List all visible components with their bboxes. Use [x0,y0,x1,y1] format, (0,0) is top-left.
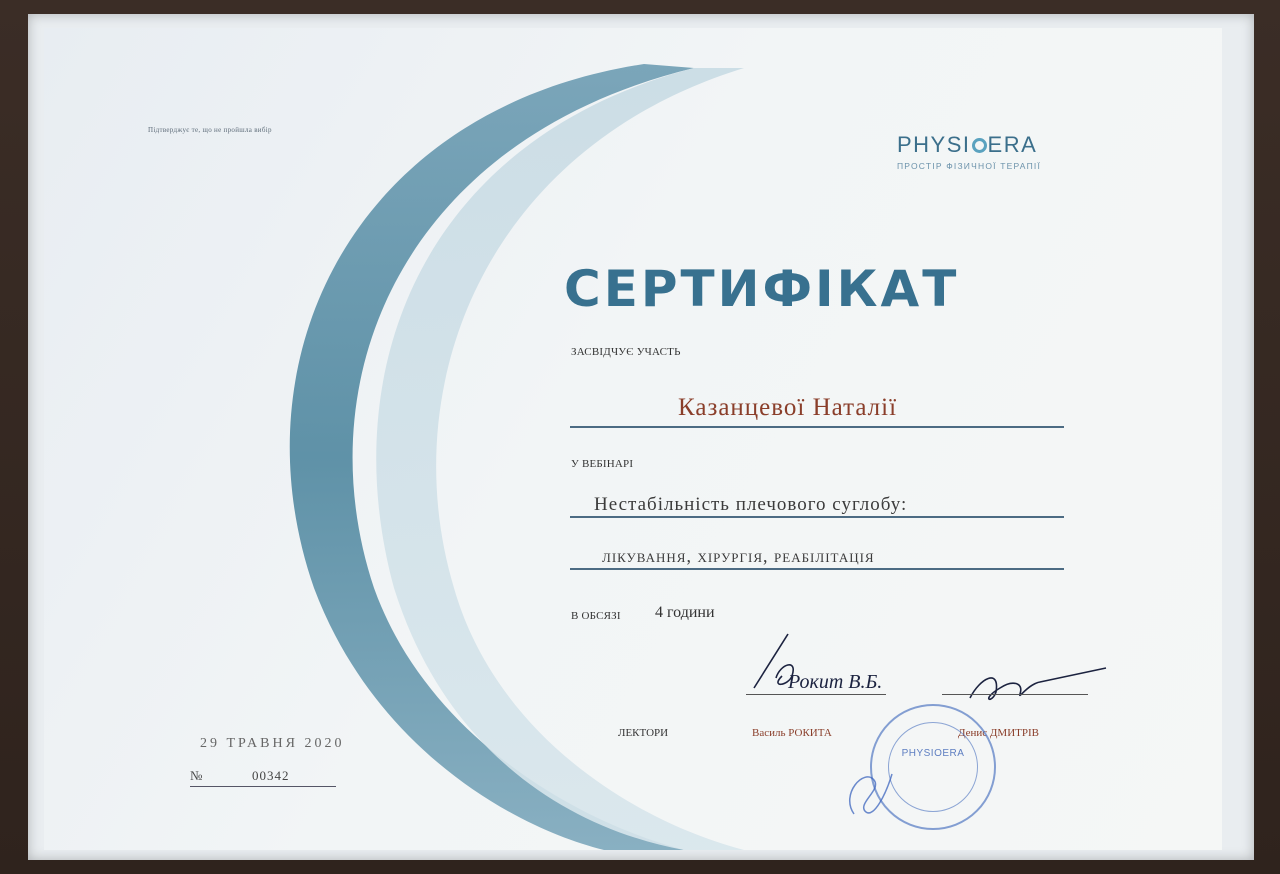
attests-label: ЗАСВІДЧУЄ УЧАСТЬ [571,346,681,358]
certificate-number: 00342 [252,768,290,783]
number-underline [190,786,336,787]
certificate-paper [44,28,1222,850]
volume-value: 4 години [655,604,715,621]
webinar-line2-underline [570,568,1064,570]
name-underline [570,426,1064,428]
issue-date: 29 ТРАВНЯ 2020 [200,736,345,751]
volume-prefix: В ОБСЯЗІ [571,610,621,622]
lecturers-label: ЛЕКТОРИ [618,727,669,739]
lecturer-2-signature [940,648,1110,708]
lecturer-1-signature [740,628,890,700]
brand-logo [897,132,1041,171]
lecturer-1-signature-text: Рокит В.Б. [788,671,883,693]
stamp-text: PHYSIOERA [901,748,965,759]
webinar-title-line2: лікування, хірургія, реабілітація [602,546,875,566]
brand-circle-icon [972,138,987,153]
brand-tagline: ПРОСТІР ФІЗИЧНОЇ ТЕРАПІЇ [897,161,1042,171]
number-label: № [190,768,203,783]
lecturer-2-name: Денис ДМИТРІВ [958,727,1039,739]
brand-name [897,132,1041,158]
signature-line-2 [942,694,1088,695]
signature-line-1 [746,694,886,695]
small-note: Підтверджує те, що не пройшла вибір [148,126,272,134]
webinar-title-line1: Нестабільність плечового суглобу: [594,494,908,515]
lecturer-1-name: Василь РОКИТА [752,727,832,739]
brand-name-part1: PHYSI [897,132,971,157]
certificate-title: СЕРТИФІКАТ [564,260,960,318]
brand-name-part2: ERA [987,132,1038,157]
webinar-label: У ВЕБІНАРІ [571,458,634,470]
stamp-inner-ring [888,722,978,812]
stamp-signature [834,754,894,820]
webinar-line1-underline [570,516,1064,518]
recipient-name: Казанцевої Наталії [678,394,898,421]
